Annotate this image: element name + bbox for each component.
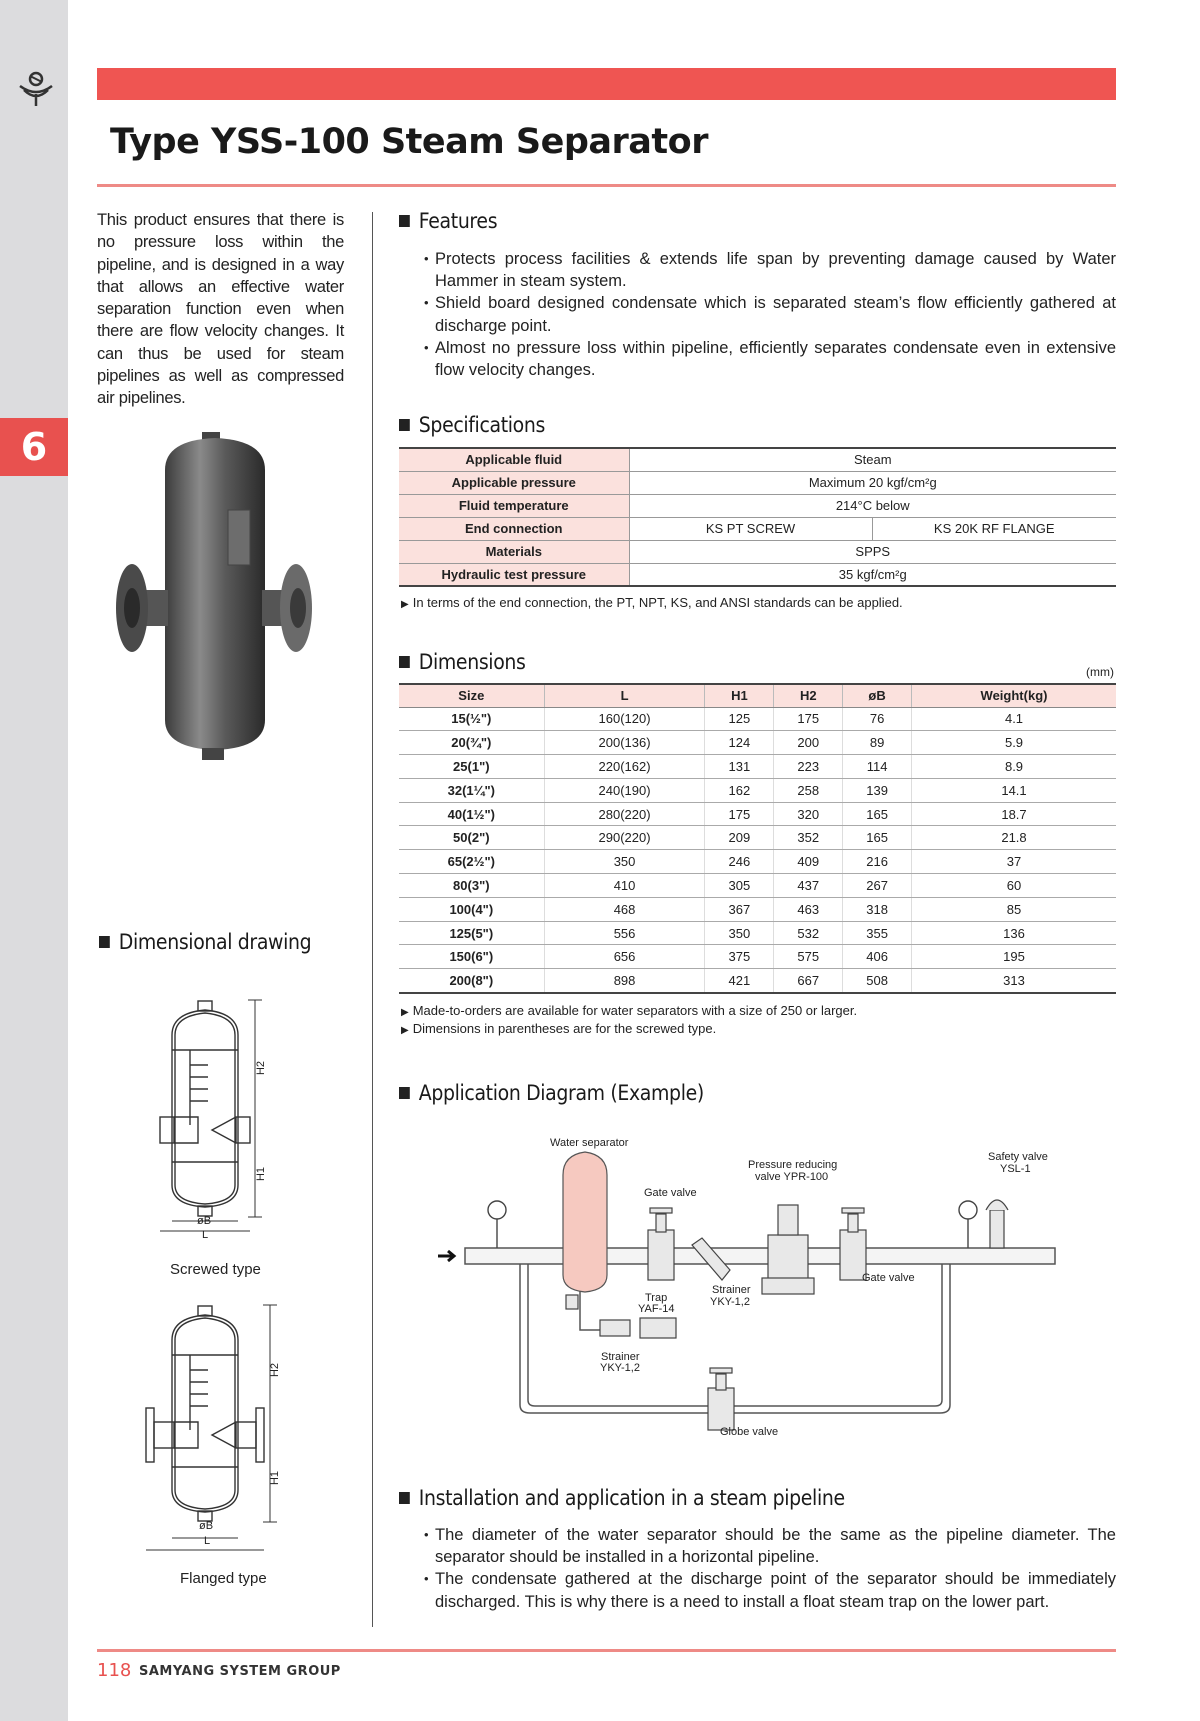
- h2-label: H2: [255, 1060, 268, 1076]
- strainer-model-label: YKY-1,2: [600, 1362, 640, 1374]
- footer-divider: [97, 1649, 1116, 1652]
- table-row: 150(6") 656 375 575 406 195: [399, 945, 1116, 969]
- page-number: 118: [97, 1660, 132, 1681]
- specifications-note: ▶ In terms of the end connection, the PT, NPT, KS, and ANSI standards can be applied.: [401, 595, 903, 610]
- specifications-table: [399, 447, 1116, 587]
- installation-heading: Installation and application in a steam pipeline: [399, 1486, 845, 1510]
- company-name: SAMYANG SYSTEM GROUP: [139, 1664, 341, 1679]
- section-marker-icon: [399, 215, 410, 227]
- h2-label: H2: [269, 1362, 282, 1378]
- h1-label: H1: [269, 1470, 282, 1486]
- company-logo-icon: [16, 68, 56, 108]
- prv-label: Pressure reducing: [748, 1159, 838, 1171]
- list-item: • Shield board designed condensate which is separated steam’s flow efficiently gathered at discharge point.: [424, 292, 1116, 336]
- strainer-model-label: YKY-1,2: [710, 1296, 750, 1308]
- trap-label: Trap: [645, 1292, 668, 1304]
- table-row: 32(1¼") 240(190) 162 258 139 14.1: [399, 778, 1116, 802]
- screwed-type-drawing: [150, 995, 290, 1240]
- prv-model-label: valve YPR-100: [755, 1171, 829, 1183]
- section-marker-icon: [399, 1087, 410, 1099]
- b-label: øB: [197, 1215, 212, 1227]
- table-row: 20(¾") 200(136) 124 200 89 5.9: [399, 731, 1116, 755]
- features-list: [424, 248, 1116, 381]
- specifications-heading: Specifications: [399, 413, 545, 437]
- screwed-type-caption: Screwed type: [170, 1261, 261, 1278]
- l-label: L: [202, 1229, 209, 1241]
- flanged-type-drawing: [140, 1300, 300, 1560]
- flanged-type-caption: Flanged type: [180, 1570, 267, 1587]
- safety-valve-label: Safety valve: [988, 1151, 1048, 1163]
- chapter-tab: 6: [0, 418, 68, 476]
- table-row: 80(3") 410 305 437 267 60: [399, 874, 1116, 898]
- product-photo: [110, 430, 330, 765]
- application-diagram: [430, 1130, 1070, 1450]
- list-item: • The condensate gathered at the discharge point of the separator should be immediately discharged. This is why there is a need to install a float steam trap on the lower part.: [424, 1568, 1116, 1612]
- header-bar: [97, 68, 1116, 100]
- features-heading: Features: [399, 209, 497, 233]
- water-separator-label: Water separator: [550, 1137, 629, 1149]
- title-divider: [97, 184, 1116, 187]
- section-marker-icon: [99, 936, 110, 948]
- page-title: Type YSS-100 Steam Separator: [110, 122, 708, 162]
- table-row: Hydraulic test pressure 35 kgf/cm²g: [399, 563, 1116, 586]
- table-row: Fluid temperature 214°C below: [399, 494, 1116, 517]
- strainer-label: Strainer: [601, 1351, 640, 1363]
- h1-label: H1: [255, 1166, 268, 1182]
- list-item: • The diameter of the water separator should be the same as the pipeline diameter. The separator should be installed in a horizontal pipeline.: [424, 1524, 1116, 1568]
- trap-model-label: YAF-14: [638, 1303, 675, 1315]
- dimensional-drawing-heading: Dimensional drawing: [99, 930, 311, 954]
- table-row: 200(8") 898 421 667 508 313: [399, 969, 1116, 993]
- strainer-label: Strainer: [712, 1284, 751, 1296]
- safety-valve-model-label: YSL-1: [1000, 1163, 1031, 1175]
- table-row: 125(5") 556 350 532 355 136: [399, 921, 1116, 945]
- dimensions-heading: Dimensions: [399, 650, 526, 674]
- section-marker-icon: [399, 419, 410, 431]
- table-row: Materials SPPS: [399, 540, 1116, 563]
- section-marker-icon: [399, 1492, 410, 1504]
- dimensions-note: ▶ Made-to-orders are available for water separators with a size of 250 or larger.: [401, 1003, 857, 1018]
- table-row: 50(2") 290(220) 209 352 165 21.8: [399, 826, 1116, 850]
- b-label: øB: [199, 1520, 214, 1532]
- list-item: • Almost no pressure loss within pipeline, efficiently separates condensate even in extensive flow velocity changes.: [424, 337, 1116, 381]
- l-label: L: [204, 1535, 211, 1547]
- dimensions-table: [399, 683, 1116, 994]
- table-row: 40(1½") 280(220) 175 320 165 18.7: [399, 802, 1116, 826]
- installation-list: [424, 1524, 1116, 1613]
- gate-valve-label: Gate valve: [862, 1272, 915, 1284]
- table-row: Applicable pressure Maximum 20 kgf/cm²g: [399, 471, 1116, 494]
- list-item: • Protects process facilities & extends life span by preventing damage caused by Water Hammer in steam system.: [424, 248, 1116, 292]
- sidebar: [0, 0, 68, 1721]
- intro-text: This product ensures that there is no pressure loss within the pipeline, and is designed in a way that allows an effective water separation function even when there are flow velocity changes. It can thus be used for steam pipelines as well as compressed air pipelines.: [97, 211, 344, 408]
- table-row: End connection KS PT SCREW KS 20K RF FLANGE: [399, 517, 1116, 540]
- table-header-row: Size L H1 H2 øB Weight(kg): [399, 684, 1116, 707]
- table-row: 100(4") 468 367 463 318 85: [399, 897, 1116, 921]
- gate-valve-label: Gate valve: [644, 1187, 697, 1199]
- table-row: 25(1") 220(162) 131 223 114 8.9: [399, 755, 1116, 779]
- dimensions-unit: (mm): [1086, 665, 1114, 679]
- table-row: 65(2½") 350 246 409 216 37: [399, 850, 1116, 874]
- application-heading: Application Diagram (Example): [399, 1081, 704, 1105]
- column-divider: [372, 212, 373, 1627]
- table-row: 15(½") 160(120) 125 175 76 4.1: [399, 707, 1116, 731]
- dimensions-note: ▶ Dimensions in parentheses are for the screwed type.: [401, 1021, 716, 1036]
- table-row: Applicable fluid Steam: [399, 448, 1116, 471]
- dimensions-body: [399, 707, 1116, 993]
- globe-valve-label: Globe valve: [720, 1426, 779, 1438]
- section-marker-icon: [399, 656, 410, 668]
